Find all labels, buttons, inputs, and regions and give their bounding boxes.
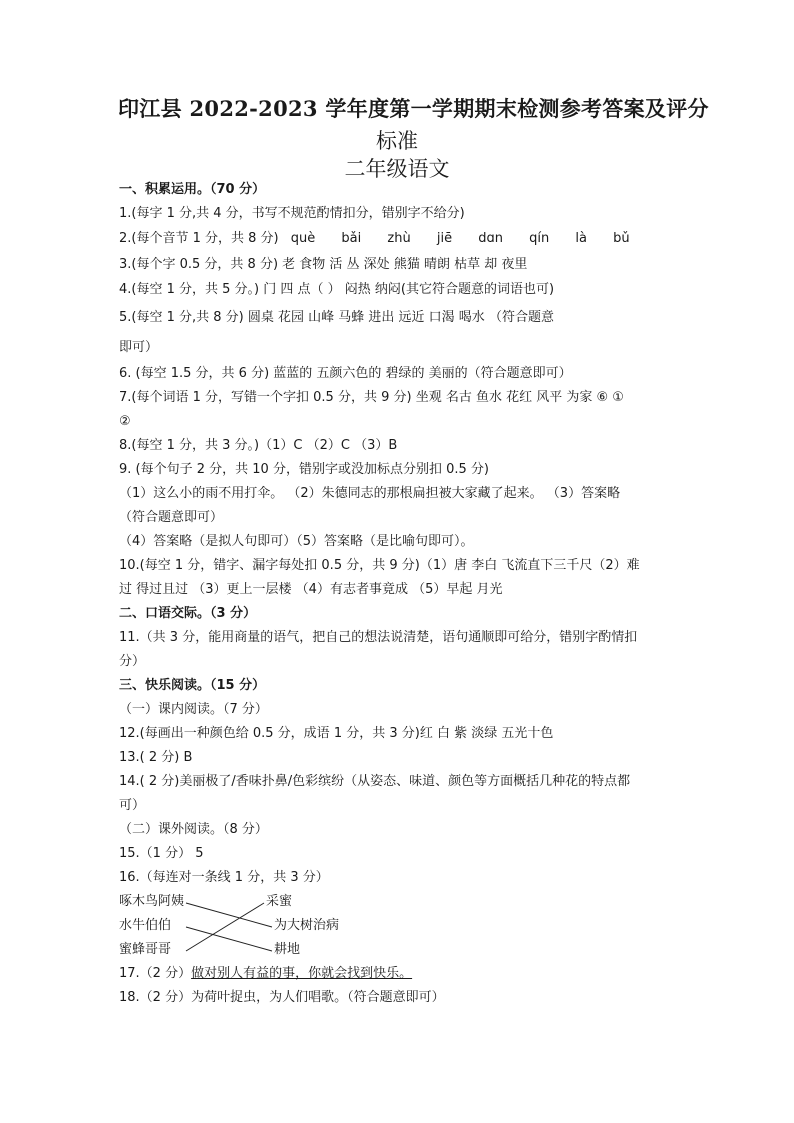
page-title: 印江县 2022-2023 学年度第一学期期末检测参考答案及评分 bbox=[118, 96, 709, 121]
answer-10-continued: 过 得过且过 （3）更上一层楼 （4）有志者事竟成 （5）早起 月光 bbox=[119, 582, 503, 597]
answer-7-continued: ② bbox=[119, 414, 131, 429]
answer-18: 18.（2 分）为荷叶捉虫，为人们唱歌。（符合题意即可） bbox=[119, 990, 445, 1005]
answer-17-sentence: 做对别人有益的事，你就会找到快乐。 bbox=[191, 966, 413, 981]
match-left-item: 水牛伯伯 bbox=[119, 918, 172, 933]
match-right-item: 为大树治病 bbox=[274, 918, 340, 933]
answer-15: 15.（1 分） 5 bbox=[119, 846, 204, 861]
pinyin-item: là bbox=[575, 231, 587, 246]
section-heading-3: 三、快乐阅读。（15 分） bbox=[119, 678, 266, 693]
match-left-item: 啄木鸟阿姨 bbox=[119, 894, 185, 909]
answer-2 bbox=[119, 231, 652, 247]
page-subtitle: 二年级语文 bbox=[344, 157, 450, 181]
pinyin-item: què bbox=[290, 231, 316, 246]
answer-13: 13.( 2 分) B bbox=[119, 750, 193, 765]
section-heading-1: 一、积累运用。（70 分） bbox=[119, 182, 266, 197]
match-right-item: 耕地 bbox=[274, 942, 301, 957]
pinyin-item: jiē bbox=[436, 231, 453, 246]
pinyin-item: bǔ bbox=[613, 231, 630, 246]
answer-16: 16.（每连对一条线 1 分，共 3 分） bbox=[119, 870, 329, 885]
matching-line bbox=[186, 903, 264, 951]
pinyin-item: bǎi bbox=[341, 231, 362, 246]
answer-12: 12.(每画出一种颜色给 0.5 分，成语 1 分，共 3 分)红 白 紫 淡绿 五光十色 bbox=[119, 726, 554, 741]
answer-7: 7.(每个词语 1 分，写错一个字扣 0.5 分，共 9 分) 坐观 名古 鱼水 花红 风平 为家 ⑥ ① bbox=[119, 390, 624, 405]
answer-4: 4.(每空 1 分，共 5 分。) 门 四 点（ ） 闷热 纳闷(其它符合题意的词语也可) bbox=[119, 282, 555, 297]
pinyin-item: qín bbox=[529, 231, 550, 246]
answer-10: 10.(每空 1 分，错字、漏字每处扣 0.5 分，共 9 分)（1）唐 李白 飞流直下三千尺（2）难 bbox=[119, 558, 640, 573]
match-right-item: 采蜜 bbox=[266, 894, 293, 909]
matching-line bbox=[186, 927, 272, 951]
answer-9-part-c: （4）答案略（是拟人句即可）（5）答案略（是比喻句即可）。 bbox=[119, 534, 474, 549]
answer-14: 14.( 2 分)美丽极了/香味扑鼻/色彩缤纷（从姿态、味道、颜色等方面概括几种花的特点都 bbox=[119, 774, 631, 789]
answer-5: 5.(每空 1 分,共 8 分) 圆桌 花园 山峰 马蜂 进出 远近 口渴 喝水 （符合题意 bbox=[119, 310, 554, 325]
answer-11: 11.（共 3 分，能用商量的语气，把自己的想法说清楚，语句通顺即可给分，错别字酌情扣 bbox=[119, 630, 638, 645]
answer-17 bbox=[119, 966, 412, 982]
answer-9-part-a: （1）这么小的雨不用打伞。 （2）朱德同志的那根扁担被大家藏了起来。 （3）答案略 bbox=[119, 486, 621, 501]
answer-5-continued: 即可） bbox=[119, 340, 159, 355]
answer-2-scoring: 2.(每个音节 1 分，共 8 分) bbox=[119, 231, 279, 246]
answer-17-scoring: 17.（2 分） bbox=[119, 966, 192, 981]
page-title-continued: 标准 bbox=[376, 129, 418, 153]
section-heading-2: 二、口语交际。（3 分） bbox=[119, 606, 257, 621]
answer-9-part-b: （符合题意即可） bbox=[119, 510, 224, 525]
answer-6: 6. (每空 1.5 分，共 6 分) 蓝蓝的 五颜六色的 碧绿的 美丽的（符合题意即可） bbox=[119, 366, 572, 381]
subsection-heading-2: （二）课外阅读。（8 分） bbox=[119, 822, 268, 837]
matching-line bbox=[186, 903, 272, 927]
pinyin-answers bbox=[283, 231, 652, 246]
answer-1: 1.(每字 1 分,共 4 分，书写不规范酌情扣分，错别字不给分) bbox=[119, 206, 465, 221]
match-left-item: 蜜蜂哥哥 bbox=[119, 942, 172, 957]
answer-14-continued: 可） bbox=[119, 798, 146, 813]
answer-8: 8.(每空 1 分，共 3 分。)（1）C （2）C （3）B bbox=[119, 438, 398, 453]
pinyin-item: zhù bbox=[387, 231, 411, 246]
answer-9: 9. (每个句子 2 分，共 10 分，错别字或没加标点分别扣 0.5 分) bbox=[119, 462, 489, 477]
answer-11-continued: 分） bbox=[119, 654, 146, 669]
answer-3: 3.(每个字 0.5 分，共 8 分) 老 食物 活 丛 深处 熊猫 晴朗 枯草 却 夜里 bbox=[119, 257, 528, 272]
pinyin-item: dɑn bbox=[478, 231, 503, 246]
subsection-heading-1: （一）课内阅读。（7 分） bbox=[119, 702, 268, 717]
